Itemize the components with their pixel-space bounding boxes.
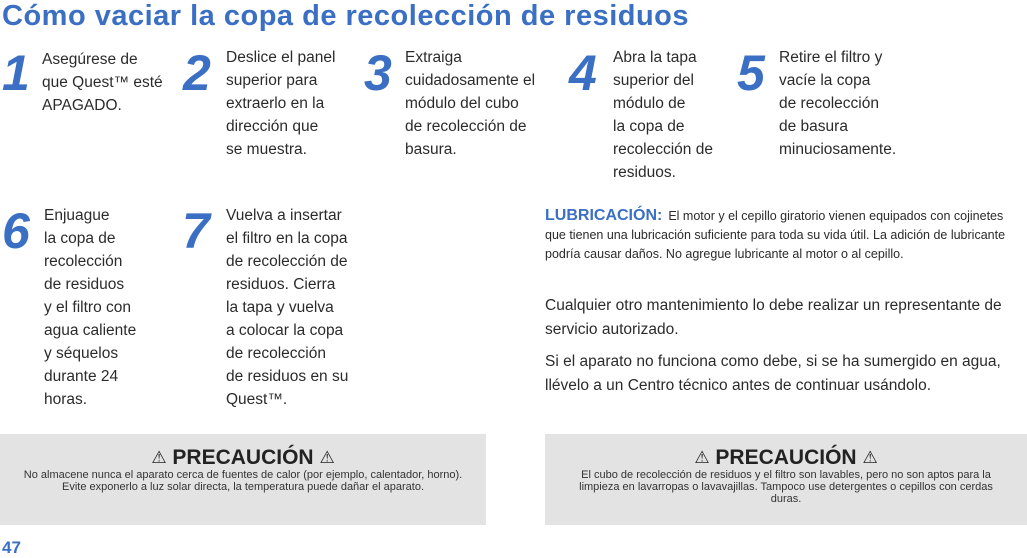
step-number: 6 bbox=[2, 203, 30, 259]
page-number: 47 bbox=[2, 538, 21, 557]
step-number: 4 bbox=[569, 45, 597, 101]
warning-triangle-icon: ⚠ bbox=[151, 448, 167, 467]
lubrication-heading: LUBRICACIÓN: bbox=[545, 207, 663, 224]
step-text: Asegúrese de que Quest™ esté APAGADO. bbox=[42, 51, 163, 114]
warning-triangle-icon: ⚠ bbox=[319, 448, 335, 467]
step-7 bbox=[182, 203, 362, 416]
step-4 bbox=[569, 45, 729, 183]
step-number: 5 bbox=[737, 45, 765, 101]
warning-text: No almacene nunca el aparato cerca de fuentes de calor (por ejemplo, calentador, horno). Evite exponerlo a luz solar directa, la temperatura puede dañar el aparato. bbox=[23, 469, 463, 493]
step-text: Deslice el panel superior para extraerlo en la dirección que se muestra. bbox=[226, 49, 336, 158]
service-text: Si el aparato no funciona como debe, si se ha sumergido en agua, llévelo a un Centro técnico antes de continuar usándolo. bbox=[545, 353, 1001, 394]
page-title: Cómo vaciar la copa de recolección de residuos bbox=[2, 0, 690, 32]
warning-heading: ⚠ PRECAUCIÓN ⚠ bbox=[151, 446, 335, 469]
lubrication-section bbox=[545, 206, 1025, 264]
step-number: 1 bbox=[2, 45, 30, 101]
step-number: 2 bbox=[183, 45, 211, 101]
warning-text: El cubo de recolección de residuos y el filtro son lavables, pero no son aptos para la limpieza en lavarropas o lavavajillas. Tampoco use detergentes o cepillos con cerdas duras. bbox=[579, 469, 993, 505]
step-number: 3 bbox=[364, 45, 392, 101]
warning-triangle-icon: ⚠ bbox=[694, 448, 710, 467]
warning-triangle-icon: ⚠ bbox=[862, 448, 878, 467]
step-text: Enjuague la copa de recolección de residuos y el filtro con agua caliente y séquelos durante 24 horas. bbox=[44, 207, 137, 408]
warning-panel-left bbox=[0, 434, 486, 525]
step-text: Abra la tapa superior del módulo de la copa de recolección de residuos. bbox=[613, 49, 713, 181]
step-text: Extraiga cuidadosamente el módulo del cubo de recolección de basura. bbox=[405, 49, 536, 158]
step-2 bbox=[183, 45, 353, 163]
step-text: Vuelva a insertar el filtro en la copa de recolección de residuos. Cierra la tapa y vuelva a colocar la copa de recolección de residuos en su Quest™. bbox=[226, 207, 349, 408]
lubrication-text: El motor y el cepillo giratorio vienen equipados con cojinetes que tienen una lubricación suficiente para toda su vida útil. La adición de lubricante podría causar daños. No agregue lubricante al motor o al cepillo. bbox=[545, 209, 1006, 261]
step-1 bbox=[2, 45, 172, 118]
step-6 bbox=[2, 203, 162, 416]
step-5 bbox=[737, 45, 922, 163]
step-text: Retire el filtro y vacíe la copa de recolección de basura minuciosamente. bbox=[779, 49, 897, 158]
step-3 bbox=[364, 45, 549, 163]
warning-heading: ⚠ PRECAUCIÓN ⚠ bbox=[694, 446, 878, 469]
warning-panel-right bbox=[545, 434, 1027, 525]
step-number: 7 bbox=[182, 203, 210, 259]
maintenance-text: Cualquier otro mantenimiento lo debe realizar un representante de servicio autorizado. bbox=[545, 297, 1002, 338]
